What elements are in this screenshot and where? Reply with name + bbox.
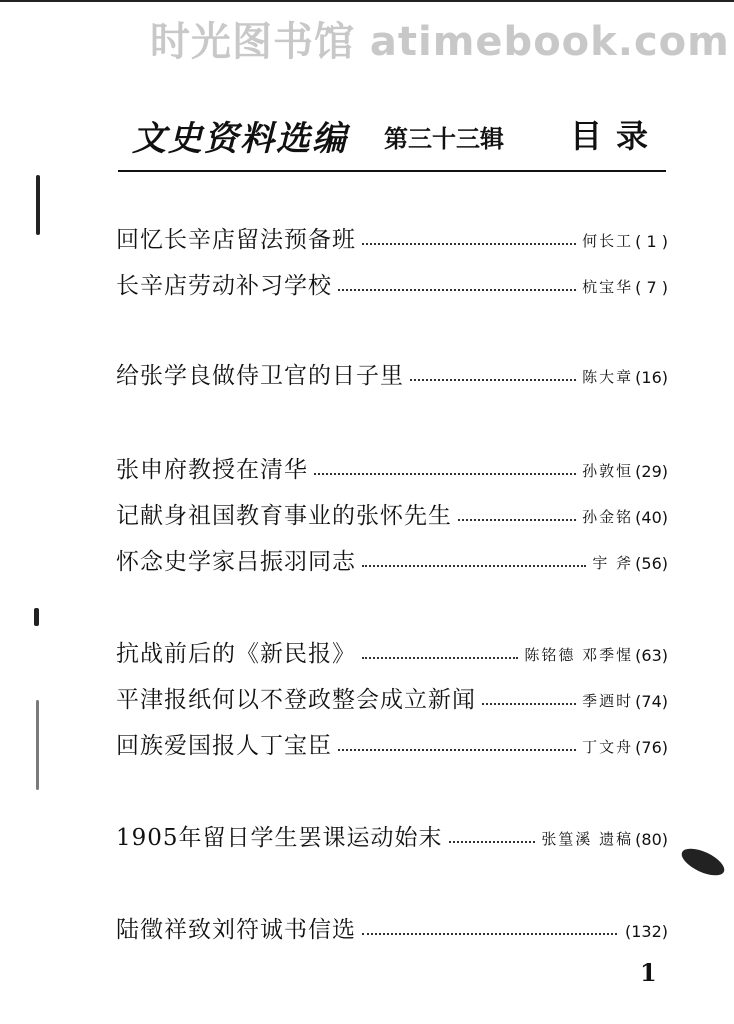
toc-entry[interactable] bbox=[116, 218, 668, 254]
leader-dots bbox=[362, 243, 576, 245]
entry-author: 孙敦恒 bbox=[582, 462, 634, 480]
leader-dots bbox=[338, 289, 576, 291]
entry-page: (63) bbox=[635, 646, 668, 665]
toc-entry[interactable] bbox=[116, 540, 668, 576]
series-title: 文史资料选编 bbox=[132, 119, 348, 159]
entry-page: (56) bbox=[635, 554, 668, 573]
entry-page: (132) bbox=[624, 922, 668, 941]
scan-mark bbox=[34, 608, 39, 626]
toc-heading: 目录 bbox=[570, 117, 663, 155]
entry-author: 张篁溪 遗稿 bbox=[541, 830, 634, 848]
entry-title: 长辛店劳动补习学校 bbox=[116, 273, 332, 299]
leader-dots bbox=[338, 749, 576, 751]
entry-page: (16) bbox=[635, 368, 668, 387]
issue-label: 第三十三辑 bbox=[384, 125, 504, 153]
leader-dots bbox=[362, 565, 586, 567]
entry-page: (74) bbox=[635, 692, 668, 711]
entry-author: 陈大章 bbox=[582, 368, 634, 386]
leader-dots bbox=[410, 379, 576, 381]
entry-title: 陆徵祥致刘符诚书信选 bbox=[116, 917, 356, 943]
leader-dots bbox=[362, 657, 518, 659]
toc-entry[interactable] bbox=[116, 908, 668, 944]
entry-page: ( 1 ) bbox=[635, 232, 668, 251]
entry-title: 回忆长辛店留法预备班 bbox=[116, 227, 356, 253]
entry-title: 平津报纸何以不登政整会成立新闻 bbox=[116, 687, 476, 713]
watermark-text: 时光图书馆 atimebook.com bbox=[150, 19, 730, 60]
toc-entry[interactable] bbox=[116, 448, 668, 484]
ink-blot bbox=[678, 843, 728, 881]
toc-entry[interactable] bbox=[116, 724, 668, 760]
toc-entry[interactable] bbox=[116, 264, 668, 300]
scan-mark bbox=[36, 175, 40, 235]
entry-title: 张申府教授在清华 bbox=[116, 457, 308, 483]
header-rule bbox=[118, 170, 666, 172]
entry-page: ( 7 ) bbox=[635, 278, 668, 297]
scan-mark bbox=[36, 700, 39, 790]
entry-title: 怀念史学家吕振羽同志 bbox=[116, 549, 356, 575]
leader-dots bbox=[458, 519, 576, 521]
toc-entry[interactable] bbox=[116, 678, 668, 714]
entry-title: 1905年留日学生罢课运动始末 bbox=[116, 825, 443, 851]
entry-title: 抗战前后的《新民报》 bbox=[116, 641, 356, 667]
top-border bbox=[0, 0, 734, 2]
page-number: 1 bbox=[640, 958, 657, 987]
entry-author: 孙金铭 bbox=[582, 508, 634, 526]
entry-page: (40) bbox=[635, 508, 668, 527]
entry-author: 陈铭德 邓季惺 bbox=[524, 646, 634, 664]
entry-author: 丁文舟 bbox=[582, 738, 634, 756]
entry-page: (29) bbox=[635, 462, 668, 481]
leader-dots bbox=[482, 703, 576, 705]
toc-entry[interactable] bbox=[116, 354, 668, 390]
entry-page: (76) bbox=[635, 738, 668, 757]
entry-author: 宇 斧 bbox=[592, 554, 634, 572]
entry-author: 季迺时 bbox=[582, 692, 634, 710]
entry-title: 给张学良做侍卫官的日子里 bbox=[116, 363, 404, 389]
toc-entry[interactable] bbox=[116, 494, 668, 530]
page-header bbox=[122, 105, 667, 163]
entry-author: 何长工 bbox=[582, 232, 634, 250]
leader-dots bbox=[362, 933, 617, 935]
entry-page: (80) bbox=[635, 830, 668, 849]
entry-title: 回族爱国报人丁宝臣 bbox=[116, 733, 332, 759]
leader-dots bbox=[449, 841, 536, 843]
leader-dots bbox=[314, 473, 576, 475]
entry-author: 杭宝华 bbox=[582, 278, 634, 296]
toc-entry[interactable] bbox=[116, 816, 668, 852]
toc-entry[interactable] bbox=[116, 632, 668, 668]
entry-title: 记献身祖国教育事业的张怀先生 bbox=[116, 503, 452, 529]
